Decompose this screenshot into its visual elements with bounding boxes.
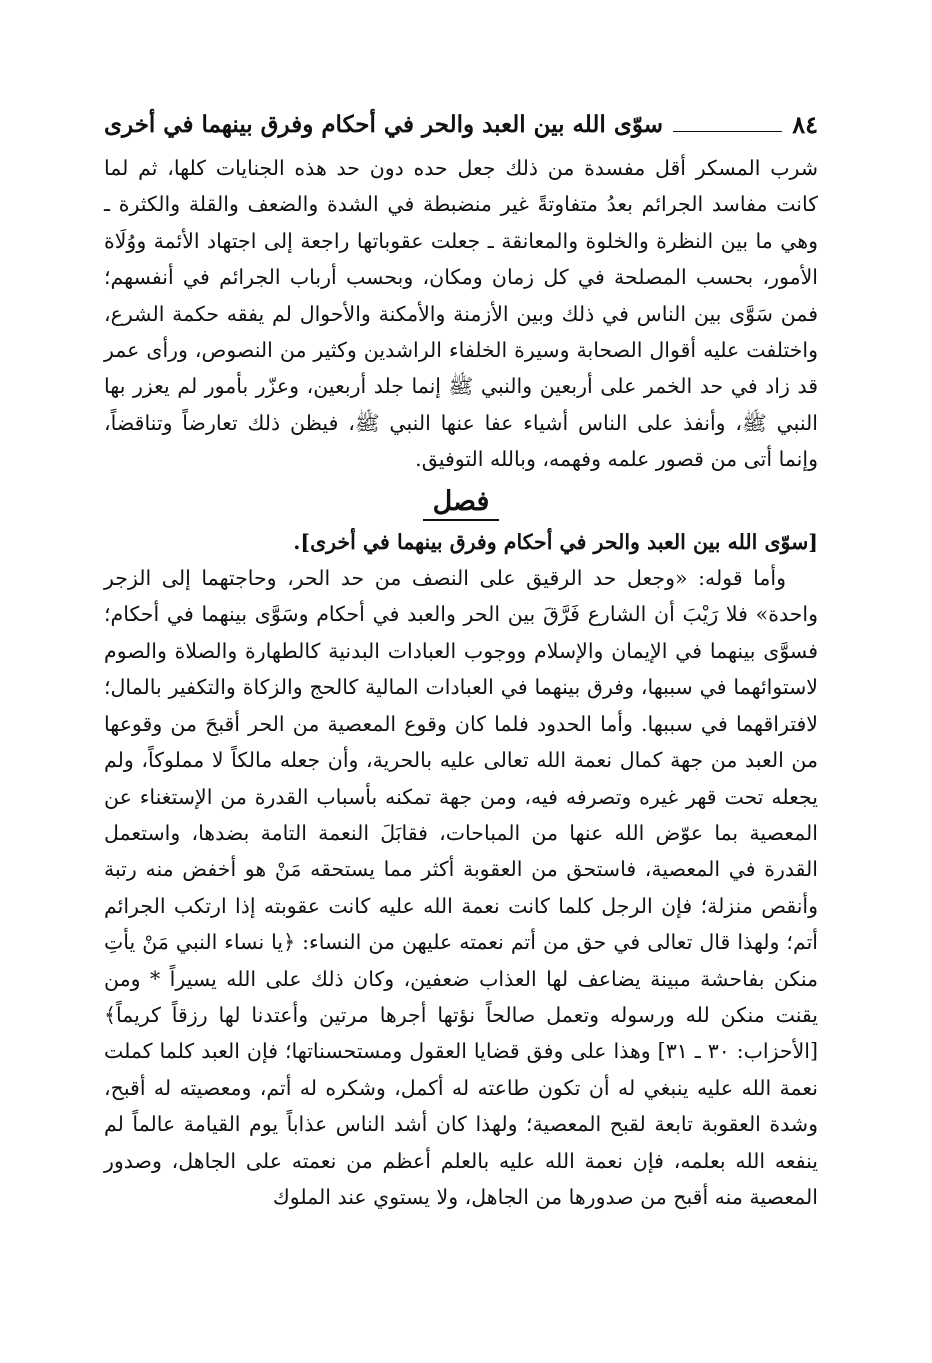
running-title: سوّى الله بين العبد والحر في أحكام وفرق بينهما في أخرى bbox=[104, 110, 663, 138]
header-rule bbox=[673, 131, 782, 132]
page-header bbox=[104, 106, 818, 142]
page-body bbox=[104, 150, 818, 1215]
paragraph: شرب المسكر أقل مفسدة من ذلك جعل حده دون حد هذه الجنايات كلها، ثم لما كانت مفاسد الجرائم بعدُ متفاوتةً غير منضبطة في الشدة والضعف والقلة والكثرة ـ وهي ما بين النظرة والخلوة والمعانقة ـ جعلت عقوباتها راجعة إلى اجتهاد الأئمة ووُلَاة الأمور، بحسب المصلحة في كل زمان ومكان، وبحسب أرباب الجرائم في أنفسهم؛ فمن سَوَّى بين الناس في ذلك وبين الأزمنة والأمكنة والأحوال لم يفقه حكمة الشرع، واختلفت عليه أقوال الصحابة وسيرة الخلفاء الراشدين وكثير من النصوص، ورأى عمر قد زاد في حد الخمر على أربعين والنبي ﷺ إنما جلد أربعين، وعزّر بأمور لم يعزر بها النبي ﷺ، وأنفذ على الناس أشياء عفا عنها النبي ﷺ، فيظن ذلك تعارضاً وتناقضاً، وإنما أتى من قصور علمه وفهمه، وبالله التوفيق. bbox=[104, 156, 818, 472]
section-heading bbox=[104, 480, 818, 524]
paragraph: وأما قوله: «وجعل حد الرقيق على النصف من حد الحر، وحاجتهما إلى الزجر واحدة» فلا رَيْبَ أن الشارع فَرَّقَ بين الحر والعبد في أحكام وسَوَّى بينهما في أحكام؛ فسوَّى بينهما في الإيمان والإسلام ووجوب العبادات البدنية كالطهارة والصلاة والصوم لاستوائهما في سببها، وفرق بينهما في العبادات المالية كالحج والزكاة والتكفير بالمال؛ لافتراقهما في سببها. وأما الحدود فلما كان وقوع المعصية من الحر أقبحَ من وقوعها من العبد من جهة كمال نعمة الله تعالى عليه بالحرية، وأن جعله مالكاً لا مملوكاً، ولم يجعله تحت قهر غيره وتصرفه فيه، ومن جهة تمكنه بأسباب القدرة من الإستغناء عن المعصية بما عوّض الله عنها من المباحات، فقابَلَ النعمة التامة بضدها، واستعمل القدرة في المعصية، فاستحق من العقوبة أكثر مما يستحقه مَنْ هو أخفض منه رتبة وأنقص منزلة؛ فإن الرجل كلما كانت نعمة الله عليه كانت عقوبته إذا ارتكب الجرائم أتم؛ ولهذا قال تعالى في حق من أتم نعمته عليهن من النساء: ﴿يا نساء النبي مَنْ يأتِ منكن بفاحشة مبينة يضاعف لها العذاب ضعفين، وكان ذلك على الله يسيراً * ومن يقنت منكن لله ورسوله وتعمل صالحاً نؤتها أجرها مرتين وأعتدنا لها رزقاً كريماً﴾ [الأحزاب: ٣٠ ـ ٣١] وهذا على وفق قضايا العقول ومستحسناتها؛ فإن العبد كلما كملت نعمة الله عليه ينبغي له أن تكون طاعته له أكمل، وشكره له أتم، ومعصيته له أقبح، وشدة العقوبة تابعة لقبح المعصية؛ ولهذا كان أشد الناس عذاباً يوم القيامة عالماً لم ينفعه الله بعلمه، فإن نعمة الله عليه بالعلم أعظم من نعمته على الجاهل، وصدور المعصية منه أقبح من صدورها من الجاهل، ولا يستوي عند الملوك bbox=[104, 566, 818, 1209]
page-number: ٨٤ bbox=[792, 109, 818, 139]
section-heading-text: فصل bbox=[423, 486, 500, 521]
subheading: [سوّى الله بين العبد والحر في أحكام وفرق بينهما في أخرى]. bbox=[293, 529, 818, 554]
